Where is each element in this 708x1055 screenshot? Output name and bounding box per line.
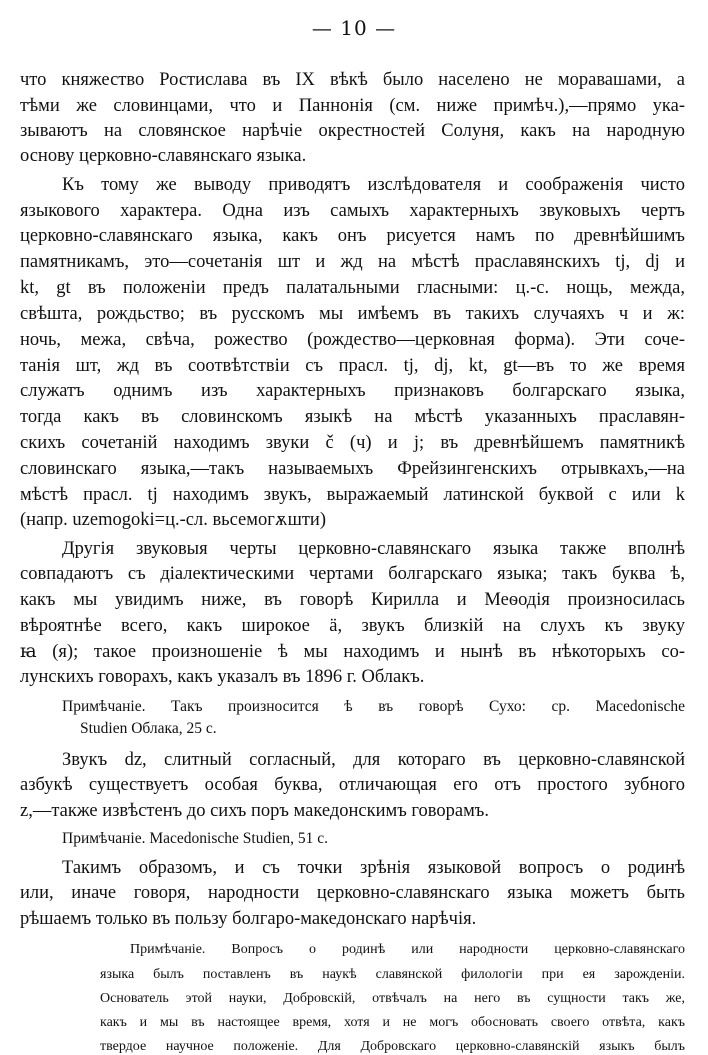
text-line: твердое научное положеніе. Для Добровскаго церковно-славянскій языкъ былъ	[100, 1039, 685, 1054]
text-line: (напр. uzemogoki=ц.-сл. вьсемогѫшти)	[20, 510, 326, 530]
text-line: Основатель этой науки, Добровскій, отвѣчалъ на него въ сущности такъ же,	[100, 991, 685, 1006]
text-line: языка былъ поставленъ въ наукѣ славянской филологіи при ея зарожденіи.	[100, 967, 685, 982]
text-line: языкового характера. Одна изъ самыхъ характерныхъ звуковыхъ чертъ	[20, 201, 685, 221]
text-line: тѣми же словинцами, что и Паннонія (см. ниже примѣч.),—прямо ука-	[20, 96, 685, 116]
text-line: словинскаго языка,—такъ называемыхъ Фрейзингенскихъ отрывкахъ,—на	[20, 459, 685, 479]
text-line: kt, gt въ положеніи предъ палатальными гласными: ц.-с. нощь, межда,	[20, 278, 685, 298]
text-line: Къ тому же выводу приводятъ изслѣдователя и соображенія чисто	[62, 175, 685, 195]
text-line: z,—также извѣстенъ до сихъ поръ македонскимъ говорамъ.	[20, 801, 489, 821]
text-line: памятникамъ, это—сочетанія шт и жд на мѣстѣ праславянскихъ tj, dj и	[20, 252, 685, 272]
text-line: церковно-славянскаго языка, какъ онъ рисуется намъ по древнѣйшимъ	[20, 226, 685, 246]
text-line: ночь, межа, свѣча, рожество (рождество—церковная форма). Эти сочe-	[20, 330, 685, 350]
text-line: совпадаютъ съ діалектическими чертами болгарскаго языка; такъ буква ѣ,	[20, 564, 685, 584]
page-number: — 10 —	[311, 16, 397, 40]
text-line: какъ и мы въ настоящее время, хотя и не могъ обосновать своего отвѣта, какъ	[100, 1015, 685, 1030]
text-line: Такимъ образомъ, и съ точки зрѣнія языковой вопросъ о родинѣ	[62, 858, 685, 878]
text-line: вѣроятнѣе всего, какъ широкое ä, звукъ близкій на слухъ къ звуку	[20, 616, 685, 636]
text-line: какъ мы увидимъ ниже, въ говорѣ Кирилла и Меѳодія произносилась	[20, 590, 685, 610]
text-line: рѣшаемъ только въ пользу болгаро-македонскаго нарѣчія.	[20, 909, 477, 929]
text-line: Studien Облака, 25 с.	[80, 720, 217, 737]
text-line: Примѣчаніе. Такъ произносится ѣ въ говорѣ Сухо: ср. Macedonische	[62, 698, 685, 715]
text-line: Примѣчаніе. Macedonische Studien, 51 с.	[62, 830, 329, 847]
text-line: зываютъ на словянское нарѣчіе окрестностей Солуня, какъ на народную	[20, 121, 685, 141]
text-line: свѣшта, рождьство; въ русскомъ мы имѣемъ въ такихъ случаяхъ ч и ж:	[20, 304, 685, 324]
text-line: ꙗ (я); такое произношеніе ѣ мы находимъ и нынѣ въ нѣкоторыхъ со-	[20, 642, 685, 662]
text-line: или, иначе говоря, народности церковно-славянскаго языка можетъ быть	[20, 883, 685, 903]
text-line: Примѣчаніе. Вопросъ о родинѣ или народности церковно-славянскаго	[130, 942, 685, 957]
text-line: основу церковно-славянскаго языка.	[20, 146, 307, 166]
text-line: азбукѣ существуетъ особая буква, отличающая его отъ простого зубного	[20, 775, 685, 795]
text-line: служатъ однимъ изъ характерныхъ признаковъ болгарскаго языка,	[20, 381, 685, 401]
text-line: что княжество Ростислава въ IX вѣкѣ было населено не моравашами, а	[20, 70, 685, 90]
text-line: лунскихъ говорахъ, какъ указалъ въ 1896 г. Облакъ.	[20, 667, 425, 687]
text-line: тогда какъ въ словинскомъ языкѣ на мѣстѣ указанныхъ праславян-	[20, 407, 685, 427]
text-line: Другія звуковыя черты церковно-славянскаго языка также вполнѣ	[62, 539, 685, 559]
text-line: скихъ сочетаній находимъ звуки č (ч) и j; въ древнѣйшемъ памятникѣ	[20, 433, 685, 453]
text-line: танія шт, жд въ соотвѣтствіи съ прасл. tj, dj, kt, gt—въ то же время	[20, 356, 685, 376]
text-line: Звукъ dz, слитный согласный, для котораго въ церковно-славянской	[62, 750, 685, 770]
text-line: мѣстѣ прасл. tj находимъ звукъ, выражаемый латинской буквой с или k	[20, 485, 685, 505]
